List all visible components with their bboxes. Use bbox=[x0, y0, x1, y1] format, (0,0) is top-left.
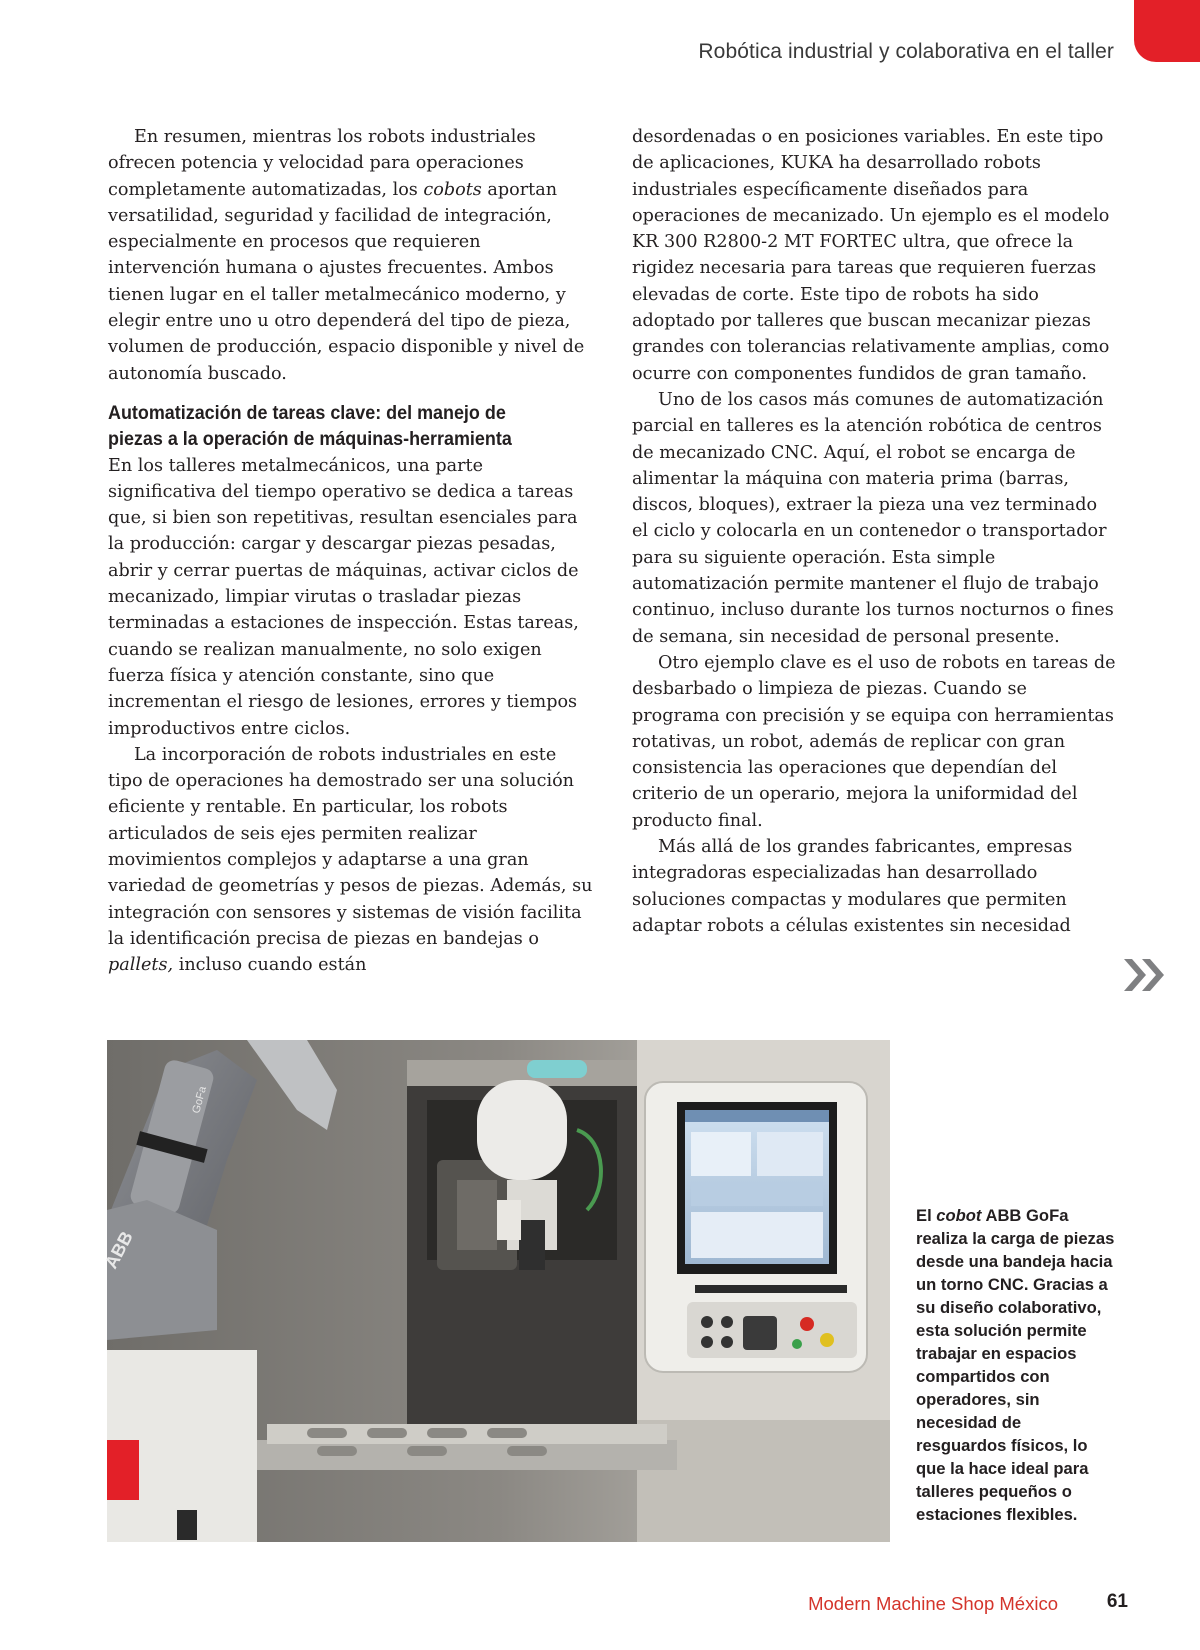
emphasis-text: pallets, bbox=[108, 955, 174, 976]
paragraph bbox=[108, 124, 594, 387]
paragraph: Otro ejemplo clave es el uso de robots en tareas de desbarbado o limpieza de piezas. Cuando se programa con precisión y se equipa con herramientas rotativas, un robot, además de replicar con gran consistencia las operaciones que dependían del criterio de un operario, mejora la uniformidad del producto final. bbox=[632, 652, 1116, 831]
paragraph-text: incluso cuando están bbox=[173, 955, 367, 976]
caption-text: El bbox=[916, 1206, 937, 1225]
robot-model-label: GoFa bbox=[190, 1085, 210, 1115]
cobot-photo bbox=[100, 1040, 890, 1542]
heading-line: Automatización de tareas clave: del manejo de bbox=[108, 401, 506, 424]
paragraph-text: La incorporación de robots industriales en este tipo de operaciones ha demostrado ser una solución eficiente y rentable. En particular, los robots articulados de seis ejes permiten realizar movimientos complejos y adaptarse a una gran variedad de geometrías y pesos de piezas. Además, su integración con sensores y sistemas de visión facilita la identificación precisa de piezas en bandejas o bbox=[108, 744, 593, 949]
left-column bbox=[108, 124, 594, 979]
right-column bbox=[632, 124, 1118, 939]
caption-text: ABB GoFa realiza la carga de piezas desde una bandeja hacia un torno CNC. Gracias a su diseño colaborativo, esta solución permite trabajar en espacios compartidos con operadores, sin necesidad de resguardos físicos, lo que la hace ideal para talleres pequeños o estaciones flexibles. bbox=[916, 1206, 1115, 1524]
page-number: 61 bbox=[1106, 1591, 1128, 1612]
figure-caption bbox=[916, 1204, 1116, 1526]
paragraph: Más allá de los grandes fabricantes, empresas integradoras especializadas han desarrollado soluciones compactas y modulares que permiten adaptar robots a células existentes sin necesidad bbox=[632, 837, 1073, 936]
robot-brand-label: ABB bbox=[100, 1228, 137, 1272]
heading-line: piezas a la operación de máquinas-herramienta bbox=[108, 428, 512, 451]
magazine-name: Modern Machine Shop México bbox=[808, 1593, 1058, 1614]
paragraph bbox=[108, 742, 594, 979]
section-heading bbox=[108, 400, 555, 453]
section-tab bbox=[1134, 0, 1200, 62]
paragraph-text: En resumen, mientras los robots industriales ofrecen potencia y velocidad para operaciones completamente automatizadas, los bbox=[108, 127, 536, 200]
emphasis-text: cobots bbox=[423, 179, 482, 200]
paragraph: En los talleres metalmecánicos, una parte significativa del tiempo operativo se dedica a tareas que, si bien son repetitivas, resultan esenciales para la producción: cargar y descargar piezas pesadas, abrir y cerrar puertas de máquinas, activar ciclos de mecanizado, limpiar virutas o trasladar piezas terminadas a estaciones de inspección. Estas tareas, cuando se realizan manualmente, no solo exigen fuerza física y atención constante, sino que incrementan el riesgo de lesiones, errores y tiempos improductivos entre ciclos. bbox=[108, 455, 579, 739]
running-head: Robótica industrial y colaborativa en el taller bbox=[698, 40, 1114, 63]
caption-emphasis: cobot bbox=[936, 1206, 982, 1225]
paragraph: desordenadas o en posiciones variables. En este tipo de aplicaciones, KUKA ha desarrollado robots industriales específicamente diseñados para operaciones de mecanizado. Un ejemplo es el modelo KR 300 R2800-2 MT FORTEC ultra, que ofrece la rigidez necesaria para tareas que requieren fuerzas elevadas de corte. Este tipo de robots ha sido adoptado por talleres que buscan mecanizar piezas grandes con tolerancias relativamente amplias, como ocurre con componentes fundidos de gran tamaño. bbox=[632, 127, 1110, 384]
paragraph: Uno de los casos más comunes de automatización parcial en talleres es la atención robótica de centros de mecanizado CNC. Aquí, el robot se encarga de alimentar la máquina con materia prima (barras, discos, bloques), extraer la pieza una vez terminado el ciclo y colocarla en un contenedor o transportador para su siguiente operación. Esta simple automatización permite mantener el flujo de trabajo continuo, incluso durante los turnos nocturnos o fines de semana, sin necesidad de personal presente. bbox=[632, 389, 1114, 647]
double-chevron-right-icon bbox=[1120, 955, 1168, 995]
paragraph-text: aportan versatilidad, seguridad y facilidad de integración, especialmente en procesos que requieren intervención humana o ajustes frecuentes. Ambos tienen lugar en el taller metalmecánico moderno, y elegir entre uno u otro dependerá del tipo de pieza, volumen de producción, espacio disponible y nivel de autonomía buscado. bbox=[108, 179, 585, 384]
